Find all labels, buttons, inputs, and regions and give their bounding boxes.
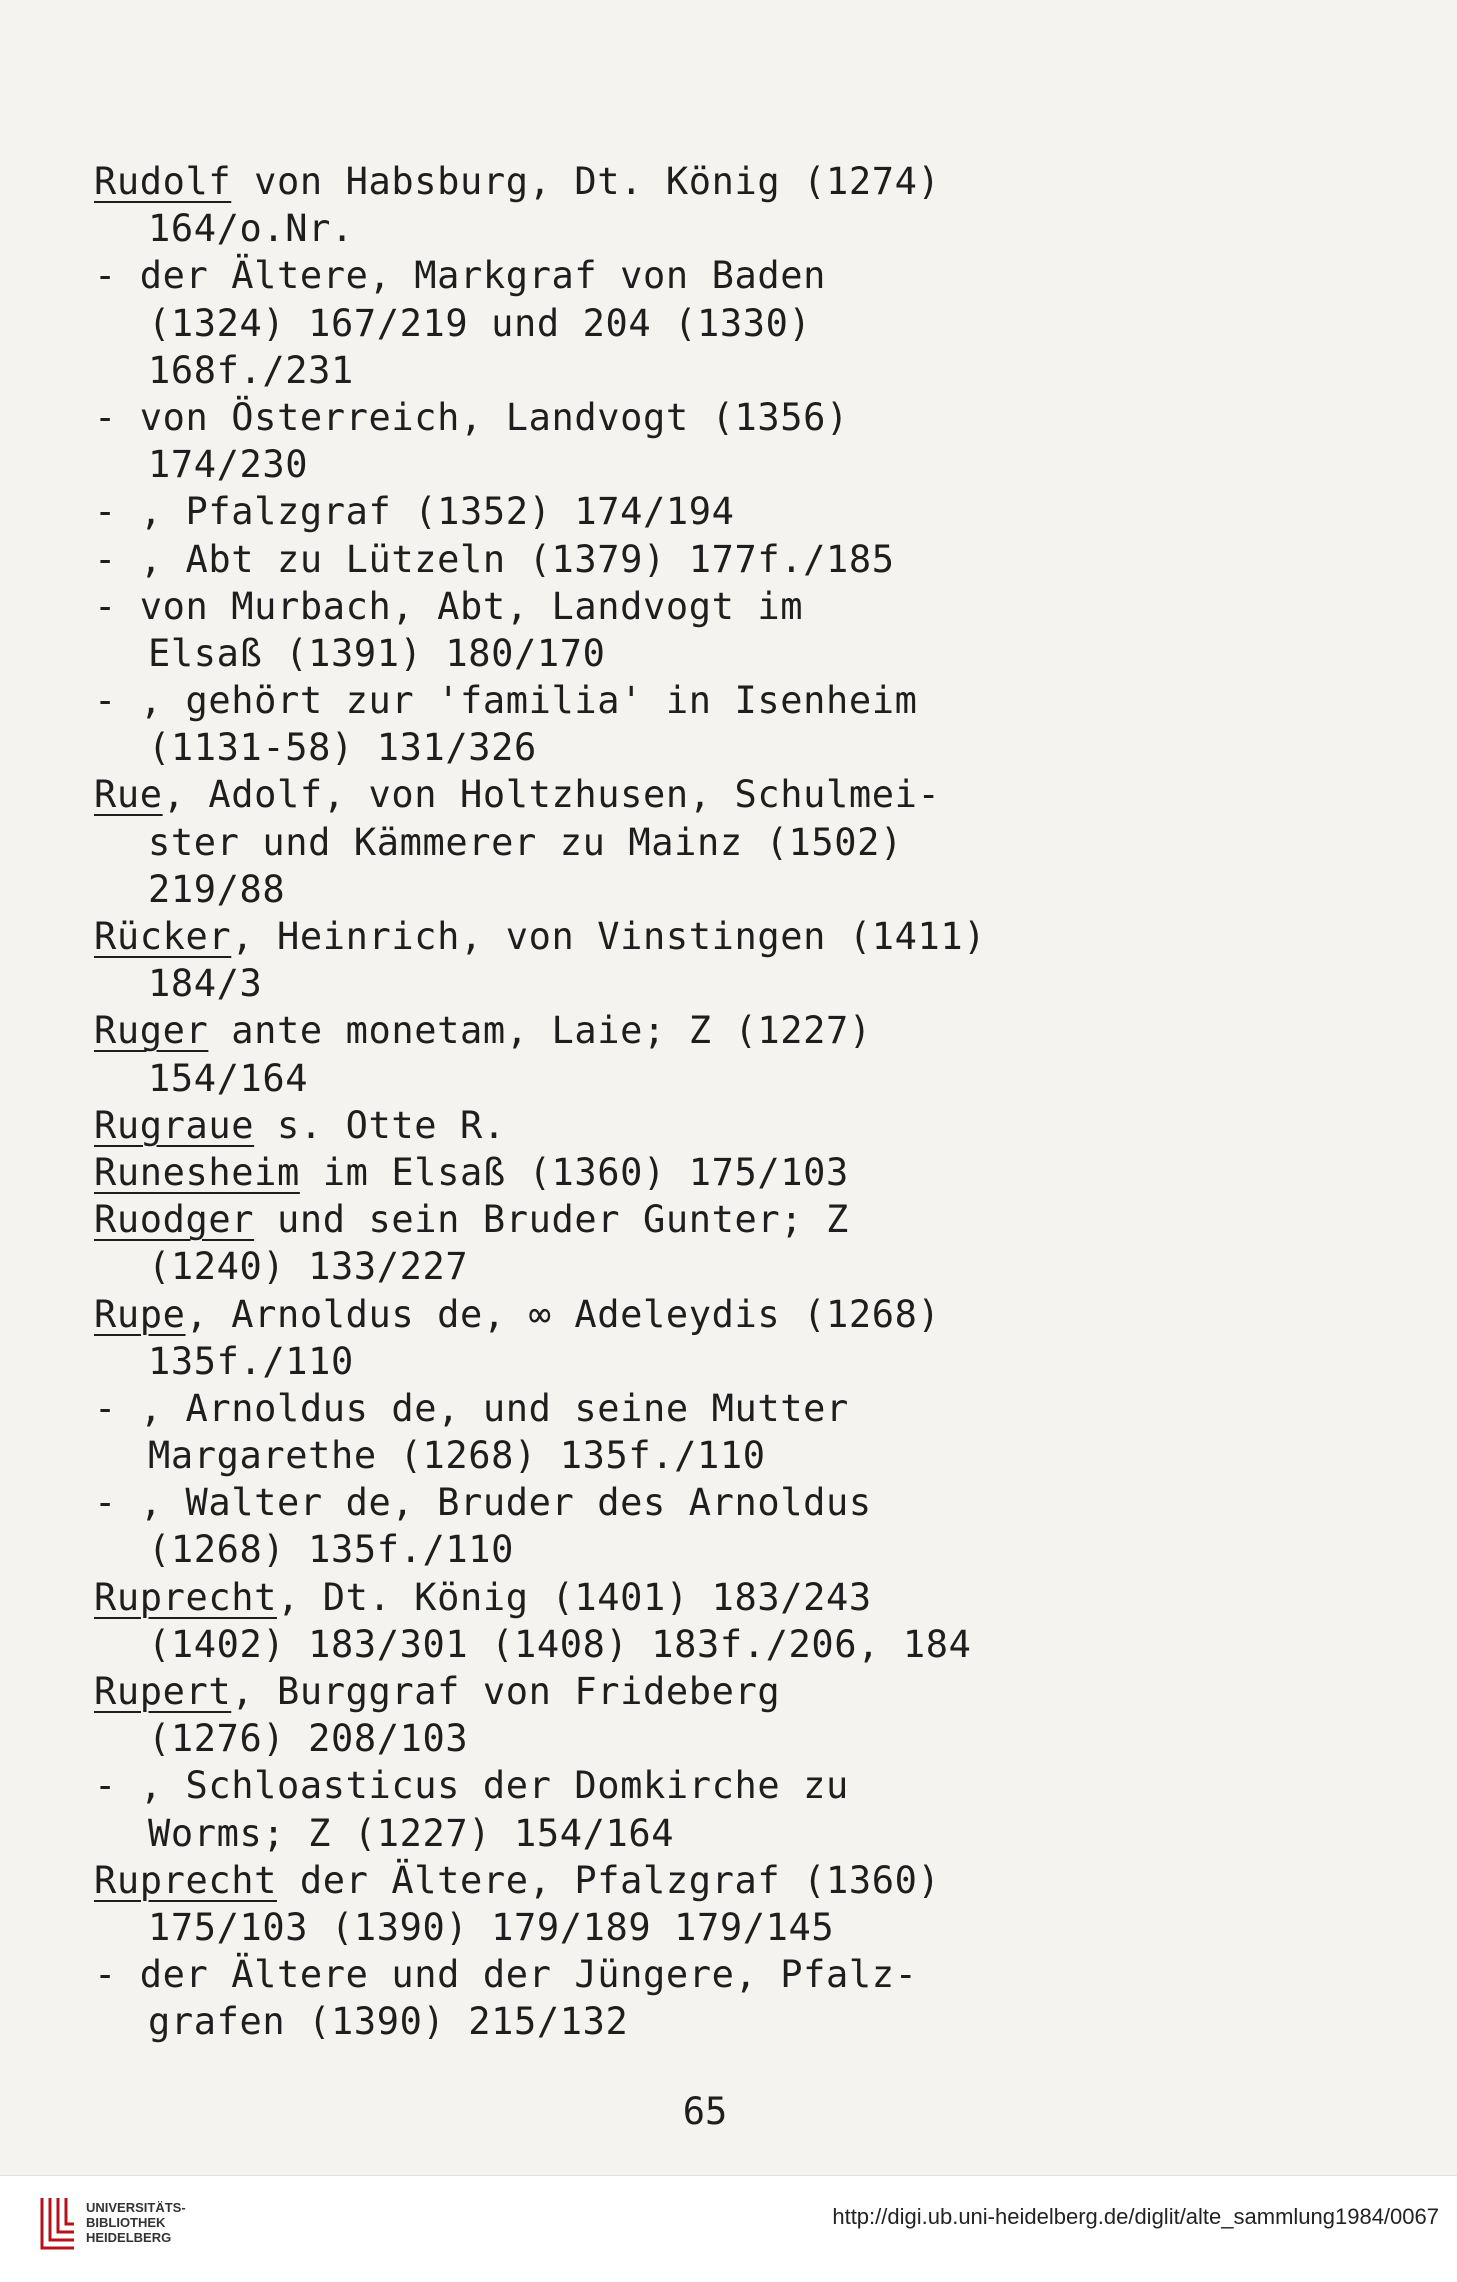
entry-text: (1268) 135f./110 [148, 1528, 515, 1572]
entry-text: (1131-58) 131/326 [148, 726, 537, 770]
entry-text: 184/3 [148, 962, 263, 1006]
entry-headword: Ruger [94, 1009, 209, 1053]
entry-text: (1402) 183/301 (1408) 183f./206, 184 [148, 1622, 972, 1666]
entry-text: ante monetam, Laie; Z (1227) [208, 1009, 872, 1053]
entry-text: der Ältere, Pfalzgraf (1360) [277, 1858, 941, 1902]
entry-text: grafen (1390) 215/132 [148, 2000, 629, 2044]
entry-text: 219/88 [148, 867, 286, 911]
index-line [94, 394, 1394, 441]
index-line [94, 1479, 1394, 1526]
entry-text: und sein Bruder Gunter; Z [254, 1198, 849, 1242]
index-line [94, 1574, 1394, 1621]
entry-text: 135f./110 [148, 1339, 354, 1383]
index-line [94, 866, 1394, 913]
entry-text: (1276) 208/103 [148, 1717, 469, 1761]
source-url-link[interactable]: http://digi.ub.uni-heidelberg.de/diglit/alte_sammlung1984/0067 [832, 2204, 1439, 2229]
entry-headword: Ruodger [94, 1198, 255, 1242]
index-line [94, 1243, 1394, 1290]
entry-headword: Rupe [94, 1292, 186, 1336]
index-line [94, 1668, 1394, 1715]
index-line [94, 488, 1394, 535]
index-line [94, 913, 1394, 960]
entry-headword: Rücker [94, 915, 232, 958]
index-line [94, 583, 1394, 630]
index-line [94, 1904, 1394, 1951]
index-line [94, 677, 1394, 724]
entry-text: - von Österreich, Landvogt (1356) [94, 395, 849, 439]
entry-text: - der Ältere und der Jüngere, Pfalz- [94, 1953, 918, 1997]
entry-headword: Runesheim [94, 1150, 300, 1194]
index-line [94, 1621, 1394, 1668]
entry-headword: Ruprecht [94, 1575, 278, 1619]
index-line [94, 724, 1394, 771]
entry-text: 154/164 [148, 1056, 309, 1100]
index-line [94, 300, 1394, 347]
entry-text: 175/103 (1390) 179/189 179/145 [148, 1905, 835, 1949]
index-line [94, 158, 1394, 205]
entry-headword: Ruprecht [94, 1858, 278, 1902]
entry-headword: Rue [94, 773, 163, 817]
entry-text: 174/230 [148, 443, 309, 487]
index-line [94, 1102, 1394, 1149]
entry-text: - von Murbach, Abt, Landvogt im [94, 584, 804, 628]
entry-text: - , Abt zu Lützeln (1379) 177f./185 [94, 537, 895, 581]
entry-headword: Rupert [94, 1670, 232, 1713]
entry-headword: Rugraue [94, 1103, 255, 1147]
entry-text: (1240) 133/227 [148, 1245, 469, 1289]
index-line [94, 1762, 1394, 1809]
logo-line-2: BIBLIOTHEK [86, 2215, 166, 2230]
index-line [94, 347, 1394, 394]
entry-text: im Elsaß (1360) 175/103 [299, 1150, 849, 1194]
entry-text: 168f./231 [148, 348, 354, 392]
page-number: 65 [682, 2090, 728, 2133]
entry-text: 164/o.Nr. [148, 207, 354, 251]
index-line [94, 1196, 1394, 1243]
entry-text: - , Schloasticus der Domkirche zu [94, 1764, 849, 1808]
entry-text: Worms; Z (1227) 154/164 [148, 1811, 675, 1855]
index-line [94, 1998, 1394, 2045]
entry-text: - , Arnoldus de, und seine Mutter [94, 1386, 849, 1430]
entry-text: von Habsburg, Dt. König (1274) [231, 160, 941, 203]
index-line [94, 630, 1394, 677]
library-logo-text [86, 2200, 186, 2245]
index-line [94, 205, 1394, 252]
entry-text: , Arnoldus de, ∞ Adeleydis (1268) [185, 1292, 941, 1336]
index-line [94, 252, 1394, 299]
index-line [94, 1007, 1394, 1054]
entry-text: , Heinrich, von Vinstingen (1411) [231, 915, 987, 958]
entry-text: - , gehört zur 'familia' in Isenheim [94, 679, 918, 723]
entry-text: , Dt. König (1401) 183/243 [277, 1575, 872, 1619]
entry-headword: Rudolf [94, 160, 232, 203]
index-line [94, 1857, 1394, 1904]
index-line [94, 1951, 1394, 1998]
entry-text: , Adolf, von Holtzhusen, Schulmei- [162, 773, 941, 817]
index-line [94, 1385, 1394, 1432]
entry-text: Elsaß (1391) 180/170 [148, 631, 606, 675]
index-line [94, 1338, 1394, 1385]
entry-text: - der Ältere, Markgraf von Baden [94, 254, 827, 298]
entry-text: (1324) 167/219 und 204 (1330) [148, 301, 812, 345]
entry-text: ster und Kämmerer zu Mainz (1502) [148, 820, 903, 864]
index-entries [94, 158, 1394, 2046]
entry-text: , Burggraf von Frideberg [231, 1670, 781, 1713]
logo-line-1: UNIVERSITÄTS- [86, 2200, 186, 2215]
index-line [94, 1810, 1394, 1857]
library-logo-icon [36, 2194, 80, 2252]
index-line [94, 1055, 1394, 1102]
index-line [94, 819, 1394, 866]
index-line [94, 1526, 1394, 1573]
index-line [94, 960, 1394, 1007]
footer-bar [0, 2175, 1457, 2282]
entry-text: s. Otte R. [254, 1103, 506, 1147]
entry-text: - , Pfalzgraf (1352) 174/194 [94, 490, 735, 534]
index-line [94, 771, 1394, 818]
index-line [94, 1715, 1394, 1762]
entry-text: Margarethe (1268) 135f./110 [148, 1434, 766, 1478]
index-line [94, 1432, 1394, 1479]
entry-text: - , Walter de, Bruder des Arnoldus [94, 1481, 872, 1525]
index-line [94, 1291, 1394, 1338]
index-line [94, 441, 1394, 488]
index-line [94, 536, 1394, 583]
index-line [94, 1149, 1394, 1196]
logo-line-3: HEIDELBERG [86, 2230, 172, 2245]
